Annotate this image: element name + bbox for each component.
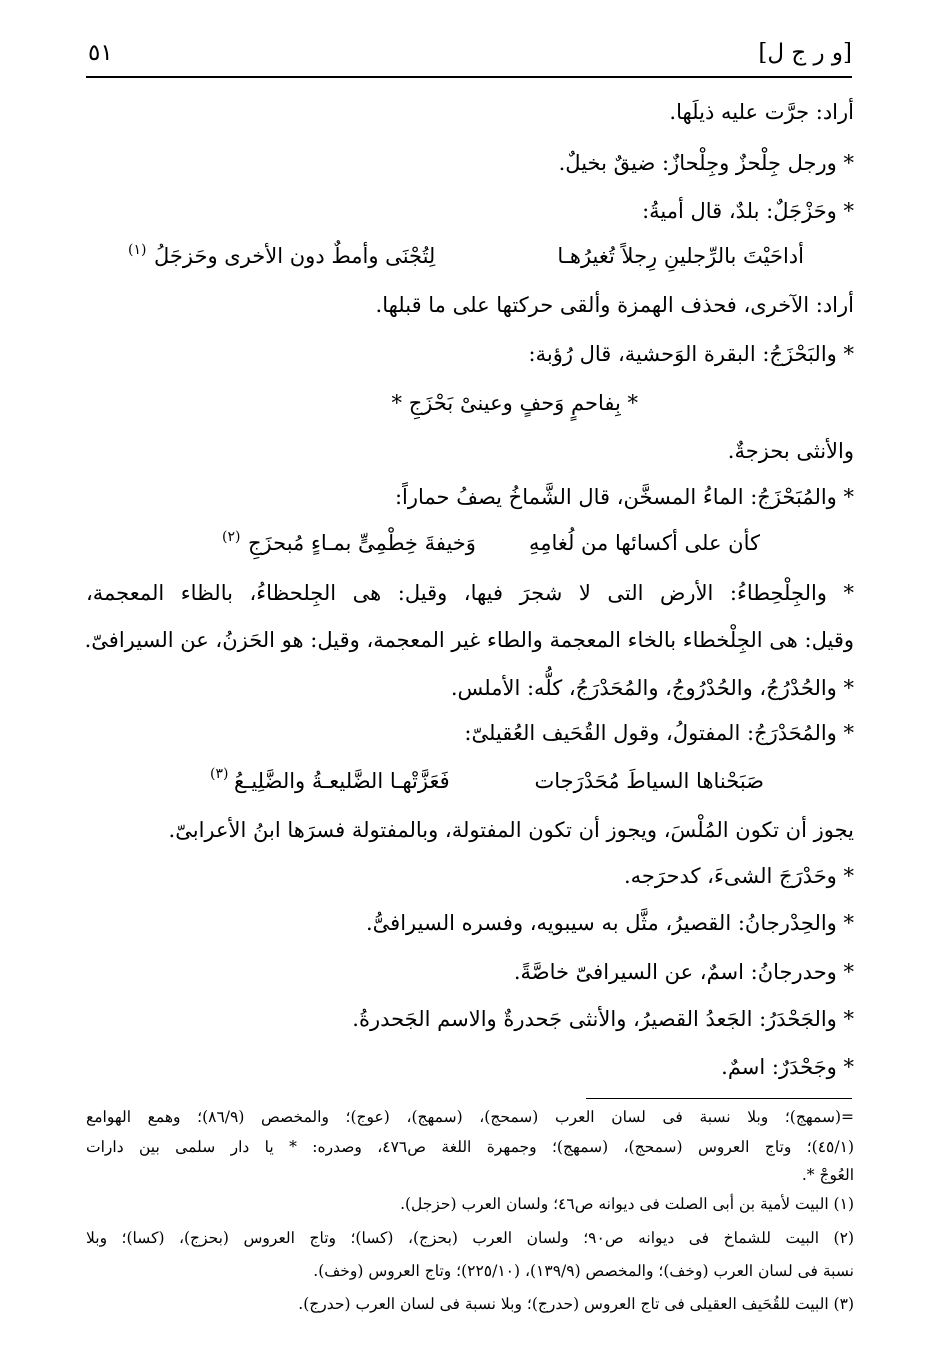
page-header — [88, 38, 852, 74]
verse-3-footnote-marker: (٣) — [210, 766, 229, 782]
header-rule — [86, 76, 852, 78]
footnote-line: (٤٥/١)؛ وتاج العروس (سمحج)، (سمهج)؛ وجمهرة اللغة ص٤٧٦، وصدره: * يا دار سلمى بين دارات — [86, 1138, 854, 1156]
body-line: * والحِدْرجانُ: القصيرُ، مثَّل به سيبويه، وفسره السيرافىُّ. — [365, 911, 854, 935]
body-line: * وحَزْجَلٌ: بلدٌ، قال أميةُ: — [642, 199, 854, 223]
footnote-line: نسبة فى لسان العرب (وخف)؛ والمخصص (١٣٩/٩)، (٢٢٥/١٠)؛ وتاج العروس (وخف). — [313, 1262, 854, 1280]
verse-2-first-hemistich: كأن على أكسائها من لُغامِهِ — [528, 531, 760, 555]
verse-3-second-hemistich: فَعَزَّتْهـا الضَّليعـةُ والضَّلِيـعُ — [234, 769, 450, 793]
verse-line: * بِفاحمٍ وَحفٍ وعينىْ بَحْزَجِ * — [391, 391, 638, 415]
body-line: أراد: الآخرى، فحذف الهمزة وألقى حركتها على ما قبلها. — [375, 293, 854, 317]
footnote-line: العُوجْ *. — [801, 1166, 854, 1184]
verse-3-first-hemistich: صَبَحْناها السياطَ مُحَدْرَجات — [534, 769, 764, 793]
body-line: * والحُدْرُجُ، والحُدْرُوجُ، والمُحَدْرَجُ، كلُّه: الأملس. — [450, 676, 854, 700]
body-line: * وحدرجانُ: اسمٌ، عن السيرافىّ خاصَّةً. — [513, 960, 854, 984]
verse-2-footnote-marker: (٢) — [222, 529, 241, 545]
body-line: والأنثى بحزجةٌ. — [727, 439, 854, 463]
footnote-rule — [586, 1098, 852, 1099]
verse-1-footnote-marker: (١) — [128, 242, 147, 258]
footnote-2: (٢) البيت للشماخ فى ديوانه ص٩٠؛ ولسان العرب (بحزج)، (كسا)؛ وتاج العروس (بحزج)، (كسا)؛ وبلا — [86, 1229, 854, 1247]
body-line: * والمُبَحْزَجُ: الماءُ المسخَّن، قال الشَّماخُ يصفُ حماراً: — [394, 485, 854, 509]
body-line: وقيل: هى الجِلْخطاء بالخاء المعجمة والطاء غير المعجمة، وقيل: هو الحَزنُ، عن السيرافىّ. — [84, 628, 854, 652]
body-line: * والجِلْحِطاءُ: الأرض التى لا شجرَ فيها، وقيل: هى الجِلحظاءُ، بالظاء المعجمة، — [86, 581, 854, 605]
running-title: [و ر ج ل] — [758, 40, 852, 66]
body-line: * والمُحَدْرَجُ: المفتولُ، وقول القُحَيف العُقيلىّ: — [464, 721, 854, 745]
verse-1-first-hemistich: أداحَيْتَ بالرِّجلينِ رِجلاً تُغيرُهـا — [557, 244, 804, 268]
footnote-1: (١) البيت لأمية بن أبى الصلت فى ديوانه ص٤٦؛ ولسان العرب (حزجل). — [400, 1195, 854, 1213]
body-line: * وحَدْرَجَ الشىءَ، كدحرَجه. — [624, 864, 854, 888]
body-line: * والجَحْدَرُ: الجَعدُ القصيرُ، والأنثى جَحدرةٌ والاسم الجَحدرةُ. — [352, 1007, 854, 1031]
verse-1-second-hemistich: لِتُجْنَى وأمطٌ دون الأخرى وحَزجَلُ — [154, 244, 436, 268]
footnote-3: (٣) البيت للقُحَيف العقيلى فى تاج العروس (حدرج)؛ وبلا نسبة فى لسان العرب (حدرج). — [298, 1295, 854, 1313]
body-line: أراد: جرَّت عليه ذيلَها. — [669, 100, 854, 124]
footnote-line: =(سمهج)؛ وبلا نسبة فى لسان العرب (سمحج)، (سمهج)، (عوج)؛ والمخصص (٨٦/٩)؛ وهمع الهوامع — [86, 1108, 854, 1126]
page-number: ٥١ — [88, 40, 113, 66]
body-line: * وجَحْدَرٌ: اسمٌ. — [721, 1055, 854, 1079]
body-line: يجوز أن تكون المُلْسَ، ويجوز أن تكون المفتولة، وبالمفتولة فسرَها ابنُ الأعرابىّ. — [168, 818, 854, 842]
verse-2-second-hemistich: وَخيفةَ خِطْمِىٍّ بمـاءٍ مُبحزَجِ — [248, 531, 476, 555]
body-line: * والبَحْزَجُ: البقرة الوَحشية، قال رُؤبة: — [528, 342, 854, 366]
body-line: * ورجل جِلْحزٌ وجِلْحازٌ: ضيقٌ بخيلٌ. — [558, 151, 854, 175]
